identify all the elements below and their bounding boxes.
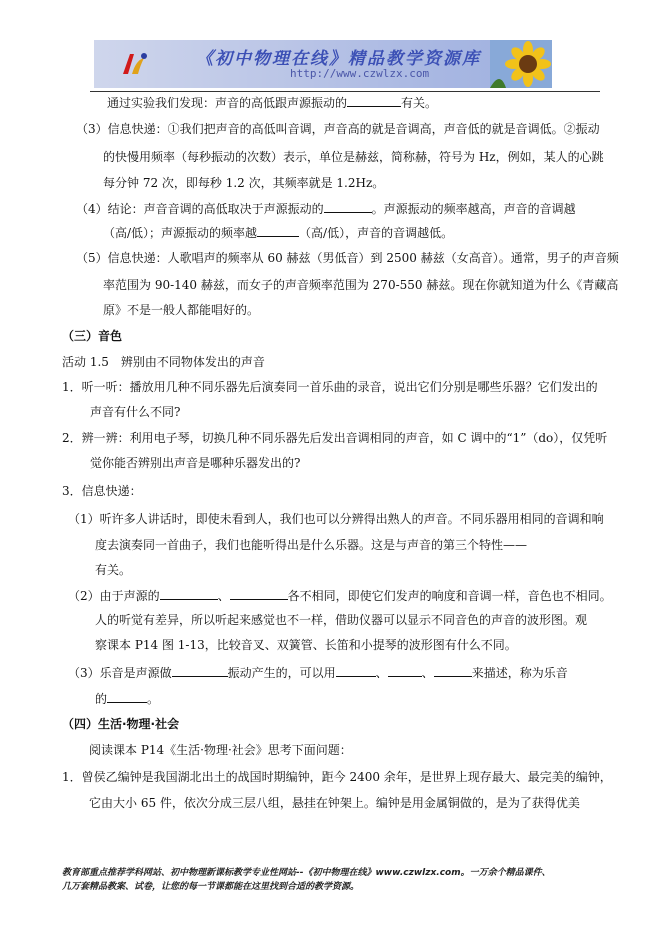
answer-blank[interactable] xyxy=(172,665,228,677)
site-logo-icon xyxy=(120,48,150,78)
text-line: （高/低）；声源振动的频率越 xyxy=(103,226,258,240)
answer-blank[interactable] xyxy=(347,95,401,107)
text-line: 振动产生的，可以用 xyxy=(227,666,336,680)
text-line: 1．听一听：播放用几种不同乐器先后演奏同一首乐曲的录音，说出它们分别是哪些乐器？它们发出的 xyxy=(62,380,598,394)
text-line: 通过实验我们发现：声音的高低跟声源振动的 xyxy=(107,96,348,110)
header-banner xyxy=(94,40,552,88)
text-line: 。 xyxy=(147,692,160,706)
text-line: 度去演奏同一首曲子，我们也能听得出是什么乐器。这是与声音的第三个特性—— xyxy=(95,538,528,552)
section-heading: （三）音色 xyxy=(62,329,123,343)
page-footer xyxy=(62,866,602,894)
text-line: 原》不是一般人都能唱好的。 xyxy=(103,303,260,317)
text-line xyxy=(68,665,568,680)
answer-blank[interactable] xyxy=(230,588,288,600)
text-line: 声音有什么不同? xyxy=(90,405,181,419)
text-line: 阅读课本 P14《生活·物理·社会》思考下面问题： xyxy=(89,743,352,757)
text-line: 它由大小 65 件，依次分成三层八组，悬挂在钟架上。编钟是用金属铜做的，是为了获得优美 xyxy=(89,796,580,810)
text-line: （3）信息快递：①我们把声音的高低叫音调，声音高的就是音调高，声音低的就是音调低。②振动 xyxy=(76,122,600,136)
site-url[interactable]: http://www.czwlzx.com xyxy=(290,67,430,80)
footer-line: 几万套精品教案、试卷，让您的每一节课都能在这里找到合适的教学资源。 xyxy=(62,882,360,892)
answer-blank[interactable] xyxy=(160,588,218,600)
text-line: 有关。 xyxy=(401,96,438,110)
text-line: 觉你能否辨别出声音是哪种乐器发出的? xyxy=(90,456,301,470)
text-line: 各不相同，即使它们发声的响度和音调一样，音色也不相同。 xyxy=(287,589,612,603)
text-line: 的 xyxy=(95,692,108,706)
text-line: （2）由于声源的 xyxy=(68,589,160,603)
text-line: 每分钟 72 次，即每秒 1.2 次，其频率就是 1.2Hz。 xyxy=(103,176,385,190)
answer-blank[interactable] xyxy=(107,691,147,703)
text-line: 2．辨一辨：利用电子琴，切换几种不同乐器先后发出音调相同的声音，如 C 调中的“1”（do），仅凭听 xyxy=(62,431,608,445)
text-line xyxy=(107,95,437,110)
text-line: 1．曾侯乙编钟是我国湖北出土的战国时期编钟，距今 2400 余年，是世界上现存最大、最完美的编钟， xyxy=(62,770,612,784)
text-line: （5）信息快递：人歌唱声的频率从 60 赫兹（男低音）到 2500 赫兹（女高音）。通常，男子的声音频 xyxy=(76,251,619,265)
text-line: 。声源振动的频率越高，声音的音调越 xyxy=(371,202,576,216)
section-heading: （四）生活·物理·社会 xyxy=(62,717,180,731)
text-line: 3．信息快递： xyxy=(62,484,142,498)
text-line: 的快慢用频率（每秒振动的次数）表示，单位是赫兹，简称赫，符号为 Hz，例如，某人的心跳 xyxy=(103,150,604,164)
text-line: 察课本 P14 图 1-13，比较音叉、双簧管、长笛和小提琴的波形图有什么不同。 xyxy=(95,638,517,652)
header-rule xyxy=(90,91,600,92)
answer-blank[interactable] xyxy=(324,201,372,213)
text-line: （3）乐音是声源做 xyxy=(68,666,172,680)
text-line: 率范围为 90-140 赫兹，而女子的声音频率范围为 270-550 赫兹。现在你就知道为什么《青藏高 xyxy=(103,278,619,292)
text-line xyxy=(95,691,159,706)
text-line: 活动 1.5 辨别由不同物体发出的声音 xyxy=(62,355,265,369)
site-title: 《初中物理在线》精品教学资源库 xyxy=(196,49,481,69)
text-line xyxy=(103,225,453,240)
text-line: （高/低），声音的音调越低。 xyxy=(299,226,454,240)
answer-blank[interactable] xyxy=(336,665,376,677)
text-line: 来描述，称为乐音 xyxy=(471,666,568,680)
text-line: （4）结论：声音音调的高低取决于声源振动的 xyxy=(76,202,324,216)
footer-line: 教育部重点推荐学科网站、初中物理新课标教学专业性网站--《初中物理在线》www.czwlzx.com。一万余个精品课件、 xyxy=(62,868,551,878)
answer-blank[interactable] xyxy=(434,665,472,677)
text-line: 、 xyxy=(375,666,388,680)
text-line: （1）听许多人讲话时，即使未看到人，我们也可以分辨得出熟人的声音。不同乐器用相同的音调和响 xyxy=(68,512,604,526)
sunflower-image xyxy=(490,40,552,88)
answer-blank[interactable] xyxy=(388,665,422,677)
text-line: 、 xyxy=(217,589,230,603)
text-line xyxy=(68,588,612,603)
answer-blank[interactable] xyxy=(257,225,299,237)
text-line: 有关。 xyxy=(95,563,132,577)
text-line xyxy=(76,201,576,216)
text-line: 、 xyxy=(421,666,434,680)
text-line: 人的听觉有差异，所以听起来感觉也不一样，借助仪器可以显示不同音色的声音的波形图。观 xyxy=(95,613,588,627)
